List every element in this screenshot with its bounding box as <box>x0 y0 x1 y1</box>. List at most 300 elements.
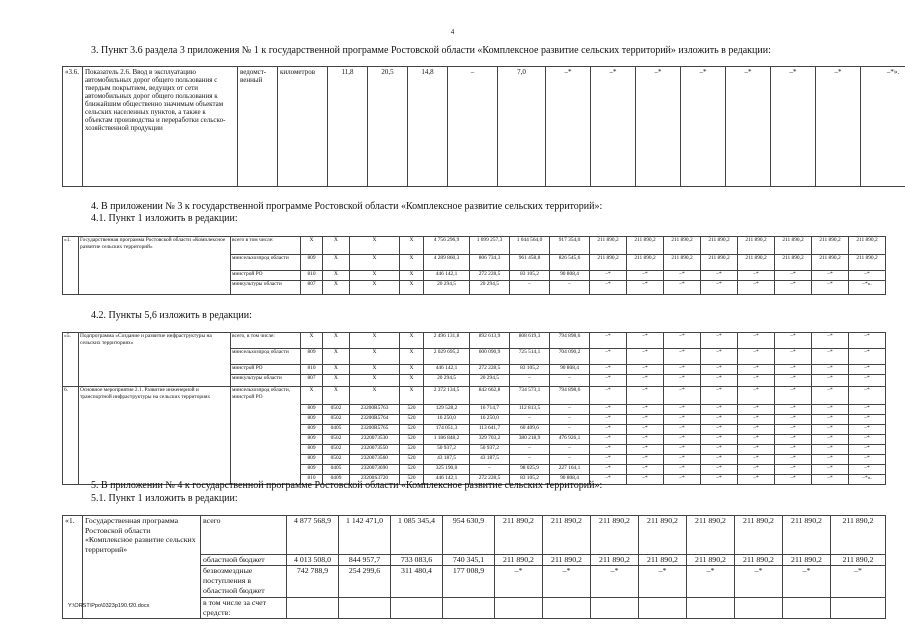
table-cell: X <box>323 365 350 375</box>
table-cell: 16 250,0 <box>424 415 470 425</box>
table-cell <box>63 405 79 415</box>
table-cell: областной бюджет <box>201 555 287 566</box>
table-cell: 810 <box>301 271 323 281</box>
table-cell: –* <box>849 349 886 365</box>
section-4-heading: 4. В приложении № 3 к государственной программе Ростовской области «Комплексное развитие сельских территорий»: <box>91 201 603 212</box>
table-cell: –* <box>701 349 738 365</box>
table-cell: –* <box>590 365 627 375</box>
table-cell: –* <box>590 349 627 365</box>
table-cell: 2320073550 <box>350 445 400 455</box>
table-cell: –* <box>701 435 738 445</box>
table-cell <box>63 255 79 271</box>
table-row <box>63 387 886 405</box>
table-cell: –* <box>738 435 775 445</box>
table-cell: X <box>323 349 350 365</box>
table-cell: Подпрограмма «Создание и развитие инфраструктуры на сельских территориях» <box>79 333 231 349</box>
table-cell: 4 289 860,3 <box>424 255 470 271</box>
table-cell: –*». <box>849 281 886 295</box>
table-cell: минсельхозпрод области <box>231 349 301 365</box>
table-cell: X <box>323 387 350 405</box>
table-row <box>63 435 886 445</box>
table-row <box>63 333 886 349</box>
table-row <box>63 555 886 566</box>
table-cell: –* <box>775 445 812 455</box>
table-cell: минсельхозпрод области, минстрой РО <box>231 387 301 405</box>
table-cell: –* <box>775 365 812 375</box>
table-cell: 0409 <box>323 475 350 485</box>
table-cell: 211 890,2 <box>831 555 886 566</box>
table-cell <box>63 349 79 365</box>
table-cell <box>831 598 886 618</box>
table-cell: 807 <box>301 281 323 295</box>
table-cell: –* <box>591 67 636 187</box>
table-cell: –* <box>627 333 664 349</box>
table-cell: 20 294,5 <box>470 375 510 387</box>
table-cell: –* <box>812 475 849 485</box>
table-cell: 794 898,6 <box>550 333 590 349</box>
table-cell: –* <box>812 445 849 455</box>
table-cell: 808 619,3 <box>510 333 550 349</box>
table-cell: 14,8 <box>408 67 448 187</box>
table-cell: 20,5 <box>368 67 408 187</box>
table-cell: –* <box>627 415 664 425</box>
table-cell: 211 890,2 <box>783 555 831 566</box>
table-cell: 809 <box>301 445 323 455</box>
table-cell: 4 756 296,9 <box>424 237 470 255</box>
table-cell: 211 890,2 <box>849 237 886 255</box>
table-cell: X <box>350 281 400 295</box>
table-cell: 733 083,6 <box>391 555 443 566</box>
table-cell: «5. <box>63 333 79 349</box>
table-cell: X <box>400 375 424 387</box>
table-row <box>63 365 886 375</box>
table-cell: 211 890,2 <box>831 516 886 555</box>
table-cell <box>495 598 543 618</box>
table-row <box>63 271 886 281</box>
table-cell: –* <box>701 333 738 349</box>
table-cell: –* <box>701 425 738 435</box>
table-cell <box>783 598 831 618</box>
table-cell: 211 890,2 <box>735 516 783 555</box>
table-cell: –* <box>849 271 886 281</box>
table-cell: 23200R5765 <box>350 425 400 435</box>
table-cell <box>63 271 79 281</box>
table-cell: 520 <box>400 435 424 445</box>
table-cell: 520 <box>400 475 424 485</box>
table-cell <box>231 445 301 455</box>
table-cell: –* <box>812 271 849 281</box>
table-cell: 2 496 131,8 <box>424 333 470 349</box>
table-cell: –* <box>627 455 664 465</box>
table-cell: –* <box>664 445 701 455</box>
table-cell: 272 228,5 <box>470 365 510 375</box>
table-row <box>63 375 886 387</box>
table-cell: –* <box>701 365 738 375</box>
table-cell: X <box>400 387 424 405</box>
table-cell: –* <box>590 281 627 295</box>
table-cell: 211 890,2 <box>701 255 738 271</box>
table-cell: в том числе за счет средств: <box>201 598 287 618</box>
table-cell: 211 890,2 <box>701 237 738 255</box>
table-cell <box>543 598 591 618</box>
table-cell: 16 250,0 <box>470 415 510 425</box>
table-row <box>63 415 886 425</box>
table-cell: X <box>400 255 424 271</box>
table-cell: –* <box>543 566 591 598</box>
table-cell <box>63 445 79 455</box>
table-cell: – <box>510 281 550 295</box>
table-cell: 810 <box>301 365 323 375</box>
table-cell: X <box>323 333 350 349</box>
table-cell: –* <box>775 435 812 445</box>
table-cell: –* <box>664 415 701 425</box>
table-cell: 211 890,2 <box>639 516 687 555</box>
table-cell: 809 <box>301 465 323 475</box>
table-cell: 211 890,2 <box>543 555 591 566</box>
table-cell: Основное мероприятие 2.1. Развитие инженерной и транспортной инфраструктуры на сельских территориях <box>79 387 231 405</box>
table-cell: 2320073560 <box>350 455 400 465</box>
table-cell: –* <box>738 455 775 465</box>
table-cell: –* <box>849 405 886 415</box>
table-row <box>63 425 886 435</box>
table-cell: 4 013 508,0 <box>287 555 339 566</box>
table-cell: –* <box>627 271 664 281</box>
table-cell: «1. <box>63 237 79 255</box>
table-cell: X <box>323 375 350 387</box>
table-cell: 0502 <box>323 455 350 465</box>
table-cell: –* <box>849 415 886 425</box>
table-cell: 734 573,1 <box>510 387 550 405</box>
table-cell: 211 890,2 <box>495 516 543 555</box>
table-cell: –* <box>738 465 775 475</box>
table-cell: 50 937,2 <box>470 445 510 455</box>
indicator-table <box>62 66 905 187</box>
table-cell: 60 409,6 <box>510 425 550 435</box>
table-cell: –* <box>590 455 627 465</box>
table-cell: 90 808,4 <box>550 475 590 485</box>
table-cell: 806 734,3 <box>470 255 510 271</box>
table-cell: –* <box>738 375 775 387</box>
section-5-1-heading: 5.1. Пункт 1 изложить в редакции: <box>91 493 238 504</box>
table-cell: – <box>550 415 590 425</box>
table-cell: –* <box>738 445 775 455</box>
table-cell: 809 <box>301 425 323 435</box>
table-cell: –* <box>812 375 849 387</box>
table-cell <box>287 598 339 618</box>
table-cell: 211 890,2 <box>738 237 775 255</box>
table-cell: 917 354,0 <box>550 237 590 255</box>
table-cell: –* <box>664 365 701 375</box>
table-cell: 0502 <box>323 415 350 425</box>
table-cell: 23200R5764 <box>350 415 400 425</box>
table-cell: – <box>448 67 498 187</box>
table-cell: 211 890,2 <box>639 555 687 566</box>
table-cell: «1. <box>63 516 83 555</box>
table-cell: X <box>350 387 400 405</box>
table-cell: –* <box>627 365 664 375</box>
table-cell <box>339 598 391 618</box>
table-cell: 794 898,6 <box>550 387 590 405</box>
table-cell: 83 105,2 <box>510 271 550 281</box>
table-cell: –* <box>775 405 812 415</box>
table-cell: 311 480,4 <box>391 566 443 598</box>
table-cell: –* <box>664 333 701 349</box>
table-cell: X <box>400 349 424 365</box>
table-cell: –* <box>849 445 886 455</box>
table-cell: –* <box>636 67 681 187</box>
table-cell <box>63 375 79 387</box>
table-cell: –* <box>664 271 701 281</box>
file-path-footer: Y:\ORST\Ppo\0323p190.f20.docx <box>68 603 150 609</box>
table-cell: –* <box>812 349 849 365</box>
table-cell: 211 890,2 <box>783 516 831 555</box>
table-cell: 809 <box>301 455 323 465</box>
table-cell: –* <box>849 425 886 435</box>
table-cell <box>735 598 783 618</box>
table-cell <box>63 555 83 566</box>
table-cell: –* <box>726 67 771 187</box>
table-cell: –* <box>738 415 775 425</box>
table-cell: 1 186 848,2 <box>424 435 470 445</box>
table-cell: 0502 <box>323 405 350 415</box>
table-cell: 272 228,5 <box>470 271 510 281</box>
table-cell: 211 890,2 <box>812 237 849 255</box>
table-cell: –* <box>775 387 812 405</box>
table-cell: –* <box>812 281 849 295</box>
table-cell: X <box>400 281 424 295</box>
table-cell: 227 164,1 <box>550 465 590 475</box>
table-cell: –* <box>701 375 738 387</box>
table-cell: –* <box>590 435 627 445</box>
table-cell: –* <box>775 349 812 365</box>
table-cell: –* <box>664 405 701 415</box>
table-cell: 20 294,5 <box>424 281 470 295</box>
table-cell: –* <box>664 455 701 465</box>
table-cell: 211 890,2 <box>687 516 735 555</box>
table-cell: 211 890,2 <box>849 255 886 271</box>
table-cell: 211 890,2 <box>495 555 543 566</box>
table-row <box>63 255 886 271</box>
table-cell: минкультуры области <box>231 375 301 387</box>
table-cell <box>231 435 301 445</box>
table-cell: –* <box>627 465 664 475</box>
table-cell <box>83 566 201 598</box>
table-cell <box>63 425 79 435</box>
table-row <box>63 598 886 618</box>
table-cell: X <box>323 281 350 295</box>
table-cell <box>63 435 79 445</box>
table-cell: 2320073530 <box>350 435 400 445</box>
table-cell: 211 890,2 <box>775 255 812 271</box>
table-cell: 809 <box>301 255 323 271</box>
table-cell: 809 <box>301 405 323 415</box>
table-cell: 90 808,4 <box>550 365 590 375</box>
table-cell: 6. <box>63 387 79 405</box>
table-cell: –* <box>627 375 664 387</box>
table-cell: –* <box>775 475 812 485</box>
table-cell: 0405 <box>323 425 350 435</box>
table-cell: –* <box>664 475 701 485</box>
table-cell: 961 458,8 <box>510 255 550 271</box>
table-cell: –* <box>701 445 738 455</box>
table-cell: 83 105,2 <box>510 475 550 485</box>
table-row <box>63 405 886 415</box>
table-cell: 954 630,9 <box>443 516 495 555</box>
table-cell <box>591 598 639 618</box>
table-cell: 809 <box>301 349 323 365</box>
table-cell: 520 <box>400 455 424 465</box>
table-cell: – <box>470 465 510 475</box>
table-cell: –* <box>546 67 591 187</box>
table-cell: ведомст-венный <box>238 67 278 187</box>
table-cell: –* <box>495 566 543 598</box>
table-cell: –* <box>775 415 812 425</box>
table-cell: –* <box>627 349 664 365</box>
table-cell <box>63 475 79 485</box>
table-cell: X <box>301 237 323 255</box>
table-cell: X <box>350 271 400 281</box>
table-cell: 211 890,2 <box>775 237 812 255</box>
table-cell: –* <box>849 455 886 465</box>
table-cell <box>79 445 231 455</box>
table-cell: 520 <box>400 405 424 415</box>
table-cell: –* <box>775 425 812 435</box>
table-cell: X <box>400 365 424 375</box>
table-cell: 2 029 695,2 <box>424 349 470 365</box>
table-cell: X <box>350 333 400 349</box>
table-cell: 211 890,2 <box>590 255 627 271</box>
table-cell: X <box>400 333 424 349</box>
table-row <box>63 349 886 365</box>
table-cell: минстрой РО <box>231 271 301 281</box>
page-number: 4 <box>450 28 455 36</box>
table-cell: –* <box>591 566 639 598</box>
table-cell <box>63 281 79 295</box>
table-cell: 4 877 568,9 <box>287 516 339 555</box>
table-cell <box>79 281 231 295</box>
table-cell: –* <box>738 425 775 435</box>
table-cell: –* <box>738 333 775 349</box>
table-cell <box>79 465 231 475</box>
table-cell <box>63 566 83 598</box>
table-cell: –* <box>738 365 775 375</box>
table-cell: 446 142,1 <box>424 271 470 281</box>
table-row <box>63 237 886 255</box>
table-cell: –* <box>701 271 738 281</box>
table-cell: 23200S3720 <box>350 475 400 485</box>
table-cell: 50 937,2 <box>424 445 470 455</box>
table-cell: 20 294,5 <box>470 281 510 295</box>
table-cell: –* <box>738 475 775 485</box>
table-cell: – <box>510 415 550 425</box>
table-cell: 43 187,5 <box>424 455 470 465</box>
table-cell: 600 090,9 <box>470 349 510 365</box>
table-cell: – <box>510 445 550 455</box>
table-cell: безвозмездные поступления в областной бюджет <box>201 566 287 598</box>
table-cell: 325 190,0 <box>424 465 470 475</box>
table-cell <box>231 415 301 425</box>
table-cell: 2 372 134,5 <box>424 387 470 405</box>
table-cell: 112 813,5 <box>510 405 550 415</box>
table-cell: километров <box>278 67 328 187</box>
table-cell: 740 345,1 <box>443 555 495 566</box>
table-cell: –* <box>590 415 627 425</box>
table-cell: –* <box>664 387 701 405</box>
table-row <box>63 516 886 555</box>
table-cell <box>231 455 301 465</box>
table-cell: 520 <box>400 425 424 435</box>
table-cell: –* <box>812 435 849 445</box>
table-cell: 476 926,1 <box>550 435 590 445</box>
table-cell <box>391 598 443 618</box>
table-cell: 704 090,2 <box>550 349 590 365</box>
table-cell: 844 957,7 <box>339 555 391 566</box>
table-cell: –* <box>664 425 701 435</box>
table-cell: –* <box>812 415 849 425</box>
table-cell: –* <box>812 365 849 375</box>
table-cell <box>79 375 231 387</box>
table-cell: 211 890,2 <box>687 555 735 566</box>
table-cell: 0502 <box>323 445 350 455</box>
table-cell: 211 890,2 <box>735 555 783 566</box>
table-cell: –* <box>664 349 701 365</box>
table-cell: –* <box>738 387 775 405</box>
financing-table-subprogram <box>62 332 886 485</box>
table-cell: 520 <box>400 415 424 425</box>
table-cell: 211 890,2 <box>591 516 639 555</box>
table-cell: –* <box>775 375 812 387</box>
table-cell: 329 703,2 <box>470 435 510 445</box>
table-cell: «3.6. <box>63 67 83 187</box>
table-cell: 211 890,2 <box>738 255 775 271</box>
table-cell: 446 142,1 <box>424 475 470 485</box>
table-cell: всего <box>201 516 287 555</box>
table-cell: –* <box>738 271 775 281</box>
table-cell: –* <box>775 271 812 281</box>
table-cell: X <box>323 237 350 255</box>
table-cell: 520 <box>400 465 424 475</box>
table-cell: –* <box>627 425 664 435</box>
table-cell <box>79 455 231 465</box>
table-cell: –* <box>849 435 886 445</box>
table-cell: 272 228,5 <box>470 475 510 485</box>
table-cell: –* <box>590 333 627 349</box>
table-cell: –* <box>849 387 886 405</box>
table-cell: –* <box>775 281 812 295</box>
table-cell: 380 218,9 <box>510 435 550 445</box>
table-cell: 1 099 257,3 <box>470 237 510 255</box>
table-cell: 742 788,9 <box>287 566 339 598</box>
table-cell: 43 187,5 <box>470 455 510 465</box>
table-cell: X <box>400 271 424 281</box>
table-cell <box>231 465 301 475</box>
table-cell: X <box>323 255 350 271</box>
table-cell: –* <box>701 415 738 425</box>
table-cell: 20 294,5 <box>424 375 470 387</box>
table-cell: –* <box>775 465 812 475</box>
table-cell: –* <box>590 387 627 405</box>
table-cell: –* <box>664 465 701 475</box>
table-cell: 0502 <box>323 435 350 445</box>
table-cell: –* <box>812 455 849 465</box>
table-cell <box>687 598 735 618</box>
table-cell: 211 890,2 <box>591 555 639 566</box>
table-cell: X <box>350 349 400 365</box>
table-cell: X <box>323 271 350 281</box>
table-cell: –* <box>701 475 738 485</box>
table-cell: –* <box>590 271 627 281</box>
table-cell: –* <box>701 405 738 415</box>
